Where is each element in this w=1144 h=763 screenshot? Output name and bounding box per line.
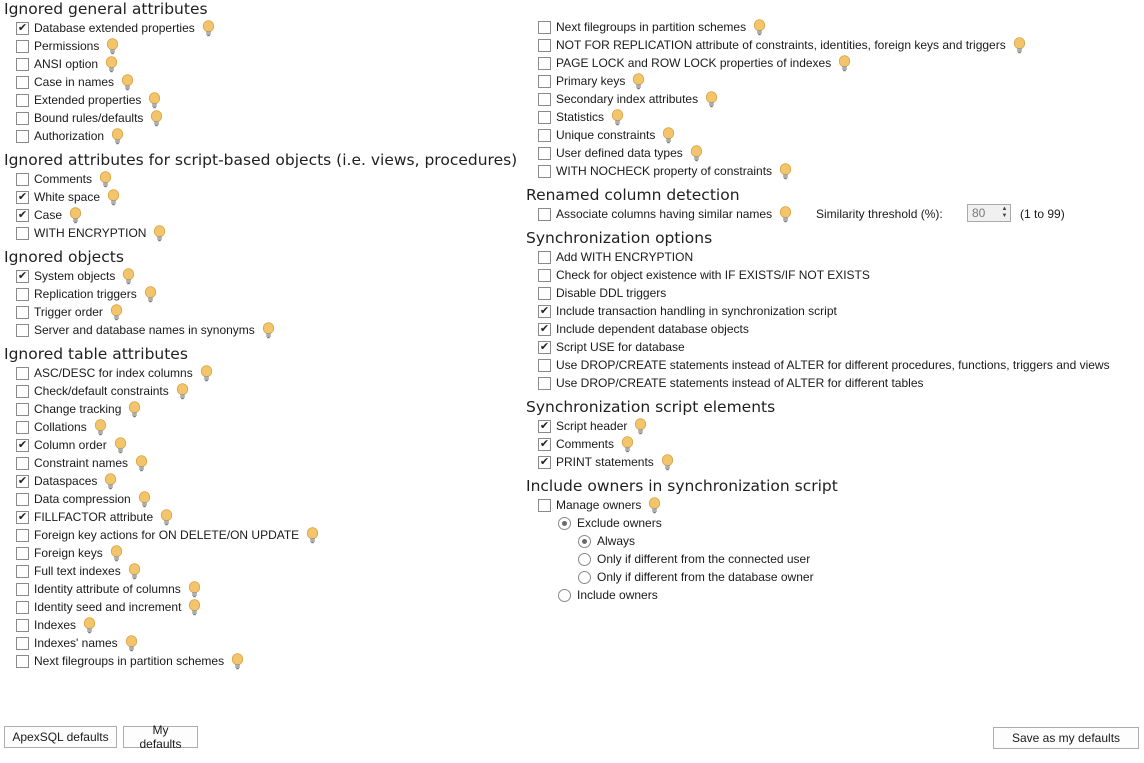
section-title: Synchronization script elements <box>526 398 776 416</box>
option-primary-keys[interactable] <box>526 72 1140 90</box>
option-label: Indexes <box>34 618 77 632</box>
lightbulb-icon[interactable] <box>153 225 166 242</box>
radio-only-if-different-from-the-database-owner[interactable] <box>526 568 1140 586</box>
section-renamed-column-detection <box>526 186 1140 223</box>
option-full-text-indexes[interactable] <box>4 562 509 580</box>
option-dataspaces[interactable] <box>4 472 509 490</box>
lightbulb-icon[interactable] <box>753 19 766 36</box>
lightbulb-icon[interactable] <box>838 55 851 72</box>
option-extended-properties[interactable] <box>4 91 509 109</box>
lightbulb-icon[interactable] <box>202 20 215 37</box>
section-include-owners <box>526 477 1140 604</box>
lightbulb-icon[interactable] <box>122 268 135 285</box>
option-label: System objects <box>34 269 116 283</box>
similarity-threshold-value[interactable]: 80 <box>972 206 986 220</box>
checkbox-unchecked[interactable] <box>16 493 29 506</box>
section-ignored-general-attributes <box>4 0 509 145</box>
radio-unselected[interactable] <box>558 589 571 602</box>
lightbulb-icon[interactable] <box>110 545 123 562</box>
option-label: Associate columns having similar names <box>556 207 773 221</box>
option-use-drop-create-statements-instead-of-alter-for-different-tables[interactable] <box>526 374 1140 392</box>
option-label: Case <box>34 208 63 222</box>
option-label: Next filegroups in partition schemes <box>556 20 747 34</box>
checkbox-checked[interactable]: ✔ <box>539 304 550 317</box>
option-check-for-object-existence-with-if-exists-if-not-exists[interactable] <box>526 266 1140 284</box>
my-defaults-button[interactable]: My defaults <box>123 726 198 748</box>
option-label: Dataspaces <box>34 474 98 488</box>
option-label: Foreign keys <box>34 546 103 560</box>
option-add-with-encryption[interactable] <box>526 248 1140 266</box>
lightbulb-icon[interactable] <box>121 74 134 91</box>
section-title: Ignored general attributes <box>4 0 208 18</box>
checkbox-checked[interactable]: ✔ <box>539 419 550 432</box>
radio-label: Include owners <box>577 588 658 602</box>
similarity-threshold-spinner[interactable] <box>967 204 1011 222</box>
option-label: Script header <box>556 419 628 433</box>
checkbox-unchecked[interactable] <box>538 208 551 221</box>
lightbulb-icon[interactable] <box>188 599 201 616</box>
checkbox-unchecked[interactable] <box>16 58 29 71</box>
lightbulb-icon[interactable] <box>611 109 624 126</box>
option-replication-triggers[interactable] <box>4 285 509 303</box>
save-as-my-defaults-button[interactable]: Save as my defaults <box>993 727 1139 749</box>
option-label: Replication triggers <box>34 287 137 301</box>
option-permissions[interactable] <box>4 37 509 55</box>
checkbox-unchecked[interactable] <box>538 269 551 282</box>
checkbox-unchecked[interactable] <box>16 385 29 398</box>
lightbulb-icon[interactable] <box>138 491 151 508</box>
option-unique-constraints[interactable] <box>526 126 1140 144</box>
option-database-extended-properties[interactable] <box>4 19 509 37</box>
checkbox-checked[interactable]: ✔ <box>539 455 550 468</box>
checkbox-checked[interactable]: ✔ <box>17 190 28 203</box>
option-label: Identity attribute of columns <box>34 582 181 596</box>
checkbox-checked[interactable]: ✔ <box>539 437 550 450</box>
lightbulb-icon[interactable] <box>262 322 275 339</box>
lightbulb-icon[interactable] <box>125 635 138 652</box>
option-label: WITH ENCRYPTION <box>34 226 147 240</box>
spin-down-icon[interactable]: ▼ <box>1001 213 1008 219</box>
option-ansi-option[interactable] <box>4 55 509 73</box>
option-label: Use DROP/CREATE statements instead of ALTER for different procedures, functions, triggers and views <box>556 358 1110 372</box>
checkbox-checked[interactable]: ✔ <box>17 438 28 451</box>
apexsql-defaults-button[interactable]: ApexSQL defaults <box>4 726 117 748</box>
lightbulb-icon[interactable] <box>144 286 157 303</box>
lightbulb-icon[interactable] <box>105 56 118 73</box>
radio-unselected[interactable] <box>578 553 591 566</box>
option-foreign-key-actions-for-on-delete-on-update[interactable] <box>4 526 509 544</box>
option-associate-columns-having-similar-names[interactable] <box>526 205 1140 223</box>
checkbox-unchecked[interactable] <box>538 57 551 70</box>
lightbulb-icon[interactable] <box>128 401 141 418</box>
checkbox-unchecked[interactable] <box>16 130 29 143</box>
section-synchronization-script-elements <box>526 398 1140 471</box>
lightbulb-icon[interactable] <box>690 145 703 162</box>
option-label: Use DROP/CREATE statements instead of ALTER for different tables <box>556 376 924 390</box>
lightbulb-icon[interactable] <box>110 304 123 321</box>
lightbulb-icon[interactable] <box>779 163 792 180</box>
option-trigger-order[interactable] <box>4 303 509 321</box>
option-white-space[interactable] <box>4 188 509 206</box>
option-label: WITH NOCHECK property of constraints <box>556 164 773 178</box>
option-label: Server and database names in synonyms <box>34 323 255 337</box>
checkbox-unchecked[interactable] <box>16 227 29 240</box>
option-label: Manage owners <box>556 498 642 512</box>
spin-up-icon[interactable]: ▲ <box>1001 206 1008 212</box>
left-column <box>4 0 518 676</box>
option-label: PRINT statements <box>556 455 654 469</box>
lightbulb-icon[interactable] <box>148 92 161 109</box>
range-label: (1 to 99) <box>1020 207 1065 221</box>
option-user-defined-data-types[interactable] <box>526 144 1140 162</box>
lightbulb-icon[interactable] <box>160 509 173 526</box>
option-print-statements[interactable] <box>526 453 1140 471</box>
checkbox-unchecked[interactable] <box>16 76 29 89</box>
option-script-use-for-database[interactable] <box>526 338 1140 356</box>
lightbulb-icon[interactable] <box>200 365 213 382</box>
option-label: User defined data types <box>556 146 683 160</box>
section-title: Ignored attributes for script-based objects (i.e. views, procedures) <box>4 151 518 169</box>
option-label: Statistics <box>556 110 605 124</box>
option-label: Check/default constraints <box>34 384 169 398</box>
lightbulb-icon[interactable] <box>176 383 189 400</box>
option-label: Include transaction handling in synchronization script <box>556 304 837 318</box>
lightbulb-icon[interactable] <box>83 617 96 634</box>
option-comments[interactable] <box>4 170 509 188</box>
option-label: Database extended properties <box>34 21 195 35</box>
checkbox-unchecked[interactable] <box>16 367 29 380</box>
checkbox-unchecked[interactable] <box>16 421 29 434</box>
checkbox-unchecked[interactable] <box>16 583 29 596</box>
option-data-compression[interactable] <box>4 490 509 508</box>
option-label: Primary keys <box>556 74 626 88</box>
section-ignored-table-attributes-continued <box>526 18 1140 180</box>
radio-label: Only if different from the database owner <box>597 570 814 584</box>
option-next-filegroups-in-partition-schemes[interactable] <box>4 652 509 670</box>
option-fillfactor-attribute[interactable] <box>4 508 509 526</box>
checkbox-checked[interactable]: ✔ <box>17 208 28 221</box>
radio-always[interactable] <box>526 532 1140 550</box>
option-label: FILLFACTOR attribute <box>34 510 154 524</box>
option-label: Extended properties <box>34 93 142 107</box>
option-label: Change tracking <box>34 402 122 416</box>
lightbulb-icon[interactable] <box>94 419 107 436</box>
radio-label: Exclude owners <box>577 516 662 530</box>
option-label: Data compression <box>34 492 131 506</box>
lightbulb-icon[interactable] <box>128 563 141 580</box>
section-ignored-table-attributes <box>4 345 509 670</box>
option-label: Indexes' names <box>34 636 118 650</box>
section-title: Ignored table attributes <box>4 345 188 363</box>
option-system-objects[interactable] <box>4 267 509 285</box>
option-disable-ddl-triggers[interactable] <box>526 284 1140 302</box>
option-label: Add WITH ENCRYPTION <box>556 250 694 264</box>
option-statistics[interactable] <box>526 108 1140 126</box>
section-title: Synchronization options <box>526 229 713 247</box>
section-title: Include owners in synchronization script <box>526 477 838 495</box>
option-label: ASC/DESC for index columns <box>34 366 193 380</box>
option-with-encryption[interactable] <box>4 224 509 242</box>
lightbulb-icon[interactable] <box>705 91 718 108</box>
checkbox-unchecked[interactable] <box>16 457 29 470</box>
option-label: Full text indexes <box>34 564 121 578</box>
option-asc-desc-for-index-columns[interactable] <box>4 364 509 382</box>
radio-exclude-owners[interactable] <box>526 514 1140 532</box>
option-label: Comments <box>556 437 615 451</box>
checkbox-unchecked[interactable] <box>538 93 551 106</box>
option-label: Unique constraints <box>556 128 656 142</box>
option-server-and-database-names-in-synonyms[interactable] <box>4 321 509 339</box>
lightbulb-icon[interactable] <box>114 437 127 454</box>
option-label: Case in names <box>34 75 115 89</box>
checkbox-checked[interactable]: ✔ <box>17 510 28 523</box>
option-script-header[interactable] <box>526 417 1140 435</box>
lightbulb-icon[interactable] <box>306 527 319 544</box>
checkbox-unchecked[interactable] <box>16 288 29 301</box>
checkbox-checked[interactable]: ✔ <box>17 474 28 487</box>
checkbox-unchecked[interactable] <box>538 111 551 124</box>
lightbulb-icon[interactable] <box>188 581 201 598</box>
checkbox-unchecked[interactable] <box>16 173 29 186</box>
option-manage-owners[interactable] <box>526 496 1140 514</box>
option-label: NOT FOR REPLICATION attribute of constraints, identities, foreign keys and triggers <box>556 38 1006 52</box>
option-label: Include dependent database objects <box>556 322 749 336</box>
option-authorization[interactable] <box>4 127 509 145</box>
checkbox-unchecked[interactable] <box>16 403 29 416</box>
option-page-lock-and-row-lock-properties-of-indexes[interactable] <box>526 54 1140 72</box>
radio-include-owners[interactable] <box>526 586 1140 604</box>
option-label: White space <box>34 190 101 204</box>
checkbox-checked[interactable]: ✔ <box>17 269 28 282</box>
option-label: ANSI option <box>34 57 99 71</box>
checkbox-unchecked[interactable] <box>16 637 29 650</box>
lightbulb-icon[interactable] <box>150 110 163 127</box>
lightbulb-icon[interactable] <box>662 127 675 144</box>
checkbox-unchecked[interactable] <box>16 619 29 632</box>
option-label: Secondary index attributes <box>556 92 699 106</box>
option-label: Constraint names <box>34 456 129 470</box>
checkbox-unchecked[interactable] <box>16 40 29 53</box>
radio-label: Only if different from the connected user <box>597 552 811 566</box>
option-label: Authorization <box>34 129 105 143</box>
checkbox-unchecked[interactable] <box>538 287 551 300</box>
option-label: Collations <box>34 420 87 434</box>
option-label: Trigger order <box>34 305 103 319</box>
lightbulb-icon[interactable] <box>231 653 244 670</box>
option-change-tracking[interactable] <box>4 400 509 418</box>
radio-selected[interactable] <box>558 517 571 530</box>
option-not-for-replication-attribute-of-constraints-identities-foreign-keys-and-triggers[interactable] <box>526 36 1140 54</box>
checkbox-checked[interactable]: ✔ <box>17 21 28 34</box>
lightbulb-icon[interactable] <box>632 73 645 90</box>
option-column-order[interactable] <box>4 436 509 454</box>
checkbox-unchecked[interactable] <box>16 529 29 542</box>
radio-label: Always <box>597 534 636 548</box>
option-label: Next filegroups in partition schemes <box>34 654 225 668</box>
radio-selected[interactable] <box>578 535 591 548</box>
checkbox-checked[interactable]: ✔ <box>539 322 550 335</box>
checkbox-unchecked[interactable] <box>16 547 29 560</box>
lightbulb-icon[interactable] <box>1013 37 1026 54</box>
right-column <box>526 0 1140 610</box>
option-label: Permissions <box>34 39 100 53</box>
option-label: PAGE LOCK and ROW LOCK properties of indexes <box>556 56 832 70</box>
checkbox-unchecked[interactable] <box>16 655 29 668</box>
lightbulb-icon[interactable] <box>99 171 112 188</box>
checkbox-unchecked[interactable] <box>16 324 29 337</box>
option-label: Bound rules/defaults <box>34 111 144 125</box>
radio-unselected[interactable] <box>578 571 591 584</box>
option-comments[interactable] <box>526 435 1140 453</box>
option-case[interactable] <box>4 206 509 224</box>
option-label: Disable DDL triggers <box>556 286 667 300</box>
option-label: Foreign key actions for ON DELETE/ON UPDATE <box>34 528 300 542</box>
option-label: Check for object existence with IF EXISTS/IF NOT EXISTS <box>556 268 870 282</box>
lightbulb-icon[interactable] <box>69 207 82 224</box>
lightbulb-icon[interactable] <box>779 206 792 223</box>
checkbox-unchecked[interactable] <box>538 39 551 52</box>
option-indexes[interactable] <box>4 616 509 634</box>
checkbox-unchecked[interactable] <box>538 75 551 88</box>
checkbox-unchecked[interactable] <box>538 377 551 390</box>
checkbox-unchecked[interactable] <box>16 306 29 319</box>
option-use-drop-create-statements-instead-of-alter-for-different-procedures-functions-triggers-and-views[interactable] <box>526 356 1140 374</box>
lightbulb-icon[interactable] <box>111 128 124 145</box>
checkbox-unchecked[interactable] <box>16 94 29 107</box>
option-label: Identity seed and increment <box>34 600 182 614</box>
option-bound-rules-defaults[interactable] <box>4 109 509 127</box>
radio-only-if-different-from-the-connected-user[interactable] <box>526 550 1140 568</box>
option-secondary-index-attributes[interactable] <box>526 90 1140 108</box>
option-foreign-keys[interactable] <box>4 544 509 562</box>
lightbulb-icon[interactable] <box>634 418 647 435</box>
section-title: Renamed column detection <box>526 186 740 204</box>
option-next-filegroups-in-partition-schemes[interactable] <box>526 18 1140 36</box>
lightbulb-icon[interactable] <box>135 455 148 472</box>
section-ignored-attributes-for-script-based-objects-i-e-views-procedures <box>4 151 518 242</box>
checkbox-unchecked[interactable] <box>16 112 29 125</box>
option-label: Script USE for database <box>556 340 685 354</box>
option-with-nocheck-property-of-constraints[interactable] <box>526 162 1140 180</box>
checkbox-unchecked[interactable] <box>16 565 29 578</box>
lightbulb-icon[interactable] <box>621 436 634 453</box>
option-constraint-names[interactable] <box>4 454 509 472</box>
option-identity-attribute-of-columns[interactable] <box>4 580 509 598</box>
section-title: Ignored objects <box>4 248 124 266</box>
lightbulb-icon[interactable] <box>106 38 119 55</box>
option-collations[interactable] <box>4 418 509 436</box>
checkbox-unchecked[interactable] <box>538 129 551 142</box>
checkbox-unchecked[interactable] <box>538 251 551 264</box>
option-label: Comments <box>34 172 93 186</box>
checkbox-unchecked[interactable] <box>538 21 551 34</box>
lightbulb-icon[interactable] <box>107 189 120 206</box>
option-identity-seed-and-increment[interactable] <box>4 598 509 616</box>
option-include-dependent-database-objects[interactable] <box>526 320 1140 338</box>
checkbox-unchecked[interactable] <box>538 499 551 512</box>
option-check-default-constraints[interactable] <box>4 382 509 400</box>
similarity-threshold-label: Similarity threshold (%): <box>816 207 943 221</box>
option-indexes-names[interactable] <box>4 634 509 652</box>
section-synchronization-options <box>526 229 1140 392</box>
option-case-in-names[interactable] <box>4 73 509 91</box>
lightbulb-icon[interactable] <box>104 473 117 490</box>
lightbulb-icon[interactable] <box>661 454 674 471</box>
checkbox-unchecked[interactable] <box>538 147 551 160</box>
lightbulb-icon[interactable] <box>648 497 661 514</box>
option-include-transaction-handling-in-synchronization-script[interactable] <box>526 302 1140 320</box>
section-ignored-objects <box>4 248 509 339</box>
option-label: Column order <box>34 438 107 452</box>
checkbox-unchecked[interactable] <box>538 359 551 372</box>
checkbox-unchecked[interactable] <box>538 165 551 178</box>
checkbox-unchecked[interactable] <box>16 601 29 614</box>
checkbox-checked[interactable]: ✔ <box>539 340 550 353</box>
